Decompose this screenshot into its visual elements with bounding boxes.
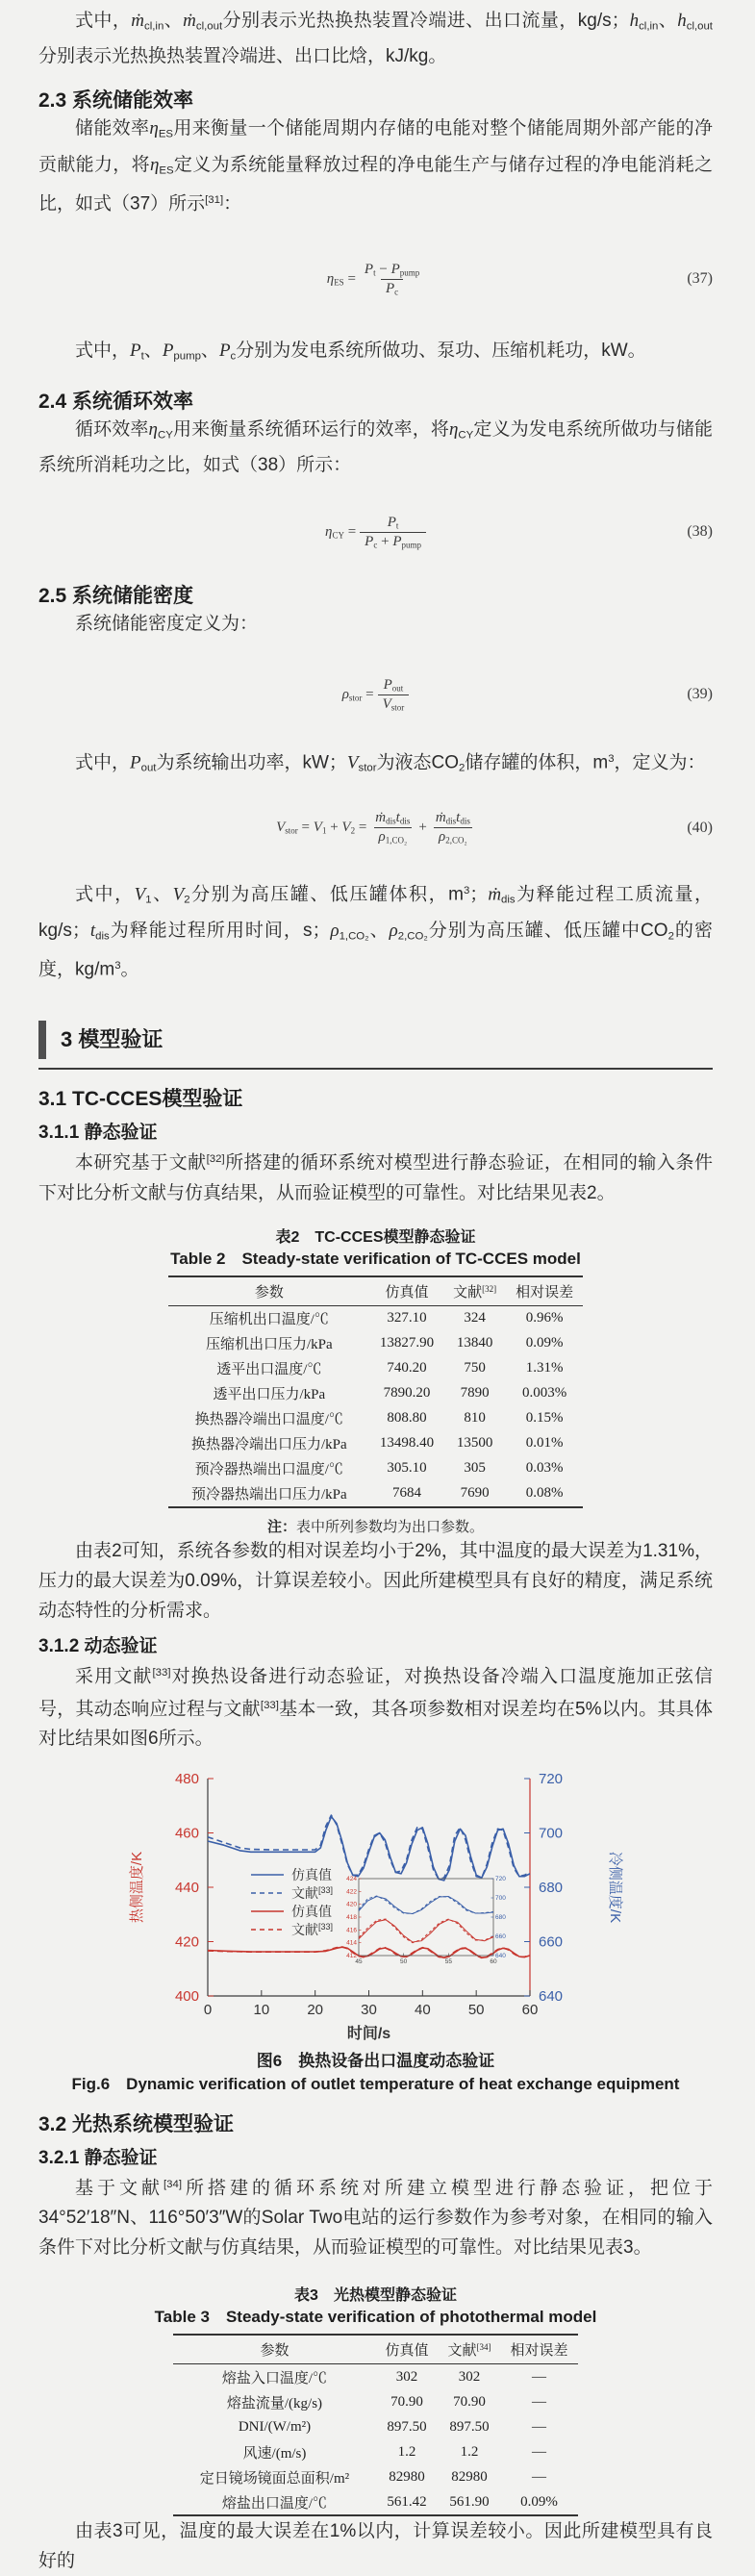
svg-text:700: 700: [538, 1825, 563, 1842]
heading-3: 3 模型验证: [61, 1027, 164, 1052]
svg-text:420: 420: [345, 1901, 357, 1908]
table-cell: —: [532, 2443, 546, 2460]
legend-label: 仿真值: [290, 1867, 332, 1883]
table-2: [168, 1275, 583, 1508]
formula-text: $\eta_{ES}$ =: [326, 270, 356, 288]
table-cell: 897.50: [387, 2418, 427, 2435]
svg-text:640: 640: [538, 1988, 563, 2006]
table-row: [173, 2364, 577, 2390]
table-cell: 305.10: [387, 1460, 427, 1477]
svg-text:416: 416: [345, 1927, 357, 1934]
table-3: [173, 2334, 577, 2516]
x-axis-label: 时间/s: [346, 2026, 390, 2043]
table-cell: 1.31%: [525, 1360, 564, 1376]
table-row: [173, 2414, 577, 2439]
equation-40-number: (40): [687, 819, 713, 836]
table-cell: 熔盐流量/(kg/s): [226, 2395, 323, 2412]
svg-text:40: 40: [414, 2002, 431, 2019]
table-cell: 13840: [456, 1335, 493, 1351]
column-header: 仿真值: [375, 2335, 438, 2364]
fraction: $\frac{P_{out}}{V_{stor}}$: [378, 677, 410, 714]
table-row: [168, 1406, 583, 1431]
table-cell: 0.003%: [522, 1385, 567, 1402]
column-header: 文献[34]: [438, 2335, 500, 2364]
table-row: [168, 1481, 583, 1507]
section-3-banner: [38, 1021, 713, 1070]
table-cell: 0.01%: [525, 1435, 564, 1452]
table-cell: 换热器冷端出口压力/kPa: [191, 1437, 347, 1453]
column-header: 相对误差: [506, 1276, 583, 1306]
formula-text: $\rho_{stor}$ =: [341, 686, 374, 703]
svg-text:60: 60: [489, 1958, 497, 1966]
table-cell: 82980: [389, 2468, 425, 2485]
table-cell: 327.10: [387, 1310, 427, 1326]
table-cell: 740.20: [387, 1360, 427, 1376]
table-cell: 750: [464, 1360, 486, 1376]
svg-text:20: 20: [306, 2002, 323, 2019]
fraction: $\frac{P_t}{P_c + P_{pump}}$: [360, 515, 426, 551]
table-cell: 13498.40: [379, 1435, 435, 1452]
svg-text:680: 680: [538, 1880, 563, 1897]
equation-39-number: (39): [687, 686, 713, 703]
svg-text:700: 700: [494, 1895, 506, 1903]
svg-text:660: 660: [494, 1933, 506, 1941]
table-cell: 810: [464, 1410, 486, 1427]
svg-text:424: 424: [345, 1876, 357, 1883]
inset-series-hot-side-reference: [359, 1919, 493, 1943]
table-cell: 风速/(m/s): [242, 2445, 307, 2462]
table-2-note: [38, 1516, 713, 1536]
table-cell: 561.42: [387, 2493, 427, 2510]
table-row: [168, 1331, 583, 1356]
table-cell: 13500: [456, 1435, 493, 1452]
table-cell: 7890.20: [383, 1385, 431, 1402]
column-header: 参数: [168, 1276, 370, 1306]
svg-text:45: 45: [354, 1958, 363, 1966]
table-cell: 7684: [391, 1485, 421, 1502]
table-3-caption-en: Table 3 Steady-state verification of photothermal model: [154, 2308, 597, 2327]
paragraph-3-2-1: 基于文献[34]所搭建的循环系统对所建立模型进行静态验证，把位于34°52′18″N、116°50′3″W的Solar Two电站的运行参数作为参考对象，在相同的输入条件下对比分析文献与仿真结果，从而验证模型的可靠性。对比结果见表3。: [38, 2178, 713, 2259]
legend-label: 文献[33]: [290, 1885, 333, 1902]
table-cell: 熔盐入口温度/℃: [221, 2370, 328, 2387]
table-cell: 302: [458, 2368, 481, 2385]
column-header: 参数: [173, 2335, 375, 2364]
table-cell: 82980: [451, 2468, 488, 2485]
series-cold-side-simulation: [208, 1817, 530, 1881]
table-cell: 0.08%: [525, 1485, 564, 1502]
table-cell: 换热器冷端出口温度/℃: [194, 1412, 343, 1428]
paragraph-2-5: 系统储能密度定义为：: [75, 614, 259, 635]
heading-2-5: 2.5 系统储能密度: [38, 585, 194, 608]
svg-text:414: 414: [345, 1939, 357, 1947]
column-header: 仿真值: [370, 1276, 443, 1306]
table-row: [168, 1305, 583, 1331]
heading-2-3: 2.3 系统储能效率: [38, 89, 194, 113]
equation-38: [38, 509, 713, 555]
inset-series-hot-side-simulation: [359, 1920, 493, 1942]
fraction: $\frac{ṁ_{dis}t_{dis}}{\rho_{2,CO_2}}$: [435, 810, 470, 846]
table-cell: 897.50: [449, 2418, 490, 2435]
table-cell: 定日镜场镜面总面积/m²: [199, 2470, 350, 2487]
fraction: $\frac{ṁ_{dis}t_{dis}}{\rho_{1,CO_2}}$: [375, 810, 411, 846]
table-cell: 13827.90: [379, 1335, 435, 1351]
paragraph-2-3: 储能效率$\eta_{ES}$用来衡量一个储能周期内存储的电能对整个储能周期外部产能的净贡献能力，将$\eta_{ES}$定义为系统能量释放过程的净电能生产与储存过程的净电能消耗之比，如式（37）所示[31]：: [38, 118, 713, 215]
right-axis-label: 冷侧温度/K: [606, 1852, 623, 1924]
equation-40-body: [274, 810, 477, 846]
table-cell: 7890: [460, 1385, 490, 1402]
table-row: [173, 2439, 577, 2464]
equation-37-number: (37): [687, 270, 713, 288]
equation-37-body: [325, 262, 427, 298]
table-cell: 压缩机出口压力/kPa: [206, 1337, 333, 1353]
section-accent-bar: [38, 1021, 46, 1059]
table-row: [168, 1456, 583, 1481]
table-2-caption-cn: 表2 TC-CCES模型静态验证: [275, 1228, 476, 1246]
svg-text:420: 420: [174, 1933, 199, 1951]
table-row: [173, 2489, 577, 2515]
heading-3-1-1: 3.1.1 静态验证: [38, 1123, 158, 1144]
svg-text:30: 30: [360, 2002, 377, 2019]
formula-text: $\eta_{CY}$ =: [324, 523, 357, 541]
svg-text:460: 460: [174, 1825, 199, 1842]
table-cell: 1.2: [397, 2443, 416, 2460]
fraction: $\frac{P_t - P_{pump}}{P_c}$: [364, 261, 420, 297]
heading-3-2: 3.2 光热系统模型验证: [38, 2113, 235, 2136]
table-cell: —: [532, 2393, 546, 2410]
table-cell: DNI/(W/m²): [238, 2418, 312, 2435]
equation-38-number: (38): [687, 523, 713, 541]
column-header: 相对误差: [501, 2335, 578, 2364]
table-cell: —: [532, 2368, 546, 2385]
paragraph-after-eq40: 式中，$V_1$、$V_2$分别为高压罐、低压罐体积，$m^3$；ṁ$_{dis}$为释能过程工质流量，kg/s；$t_{dis}$为释能过程所用时间，s；$\rho_{1,CO_2}$、$\rho_{2,CO_2}$分别为高压罐、低压罐中$CO_2$的密度，$kg/m^3$。: [38, 884, 713, 980]
figure-6-caption-cn: 图6 换热设备出口温度动态验证: [256, 2052, 495, 2071]
paragraph-3-1-1: 本研究基于文献[32]所搭建的循环系统对模型进行静态验证，在相同的输入条件下对比分析文献与仿真结果，从而验证模型的可靠性。对比结果见表2。: [38, 1152, 713, 1203]
paragraph-after-eq39: 式中，$P_{out}$为系统输出功率，kW；$V_{stor}$为液态$CO_2$储存罐的体积，$m^3$，定义为：: [75, 752, 706, 774]
series-cold-side-reference: [208, 1815, 530, 1879]
equation-39-body: [340, 677, 412, 714]
svg-text:640: 640: [494, 1953, 506, 1960]
svg-text:440: 440: [174, 1880, 199, 1897]
table-cell: —: [532, 2468, 546, 2485]
figure-6-caption-en: Fig.6 Dynamic verification of outlet temperature of heat exchange equipment: [71, 2075, 680, 2094]
paragraph-3-1-2: 采用文献[33]对换热设备进行动态验证，对换热设备冷端入口温度施加正弦信号，其动态响应过程与文献[33]基本一致，其各项参数相对误差均在5%以内。其具体对比结果如图6所示。: [38, 1665, 713, 1750]
table-cell: 324: [464, 1310, 486, 1326]
svg-text:720: 720: [494, 1876, 506, 1883]
paragraph-2-4: 循环效率$\eta_{CY}$用来衡量系统循环运行的效率，将$\eta_{CY}$定义为发电系统所做功与储能系统所消耗功之比，如式（38）所示：: [38, 418, 713, 476]
equation-40: [38, 803, 713, 853]
table-row: [168, 1381, 583, 1406]
series-lines: [208, 1815, 530, 1960]
axes: [128, 1771, 624, 2042]
table-row: [173, 2464, 577, 2489]
table-cell: 压缩机出口温度/℃: [209, 1312, 329, 1328]
table-cell: 305: [464, 1460, 486, 1477]
heading-3-2-1: 3.2.1 静态验证: [38, 2148, 158, 2169]
table-3-caption-cn: 表3 光热模型静态验证: [294, 2287, 457, 2305]
table-cell: 预冷器热端出口压力/kPa: [191, 1487, 347, 1503]
svg-text:0: 0: [203, 2002, 212, 2019]
svg-text:422: 422: [345, 1888, 357, 1896]
formula-text: $V_{stor} = V_1 + V_2$ =: [276, 820, 367, 837]
table-cell: —: [532, 2418, 546, 2435]
paragraph-final: 由表3可见，温度的最大误差在1%以内，计算误差较小。因此所建模型具有良好的: [38, 2521, 713, 2572]
paragraph-after-eq37: 式中，$P_t$、$P_{pump}$、$P_c$分别为发电系统所做功、泵功、压缩机耗功，kW。: [75, 341, 646, 363]
table-cell: 0.96%: [525, 1310, 564, 1326]
table-2-note-text: 表中所列参数均为出口参数。: [296, 1518, 485, 1535]
heading-2-4: 2.4 系统循环效率: [38, 390, 194, 413]
table-cell: 0.09%: [520, 2493, 558, 2510]
left-axis-label: 热侧温度/K: [128, 1852, 145, 1924]
column-header: 文献[32]: [443, 1276, 506, 1306]
table-cell: 预冷器热端出口温度/℃: [194, 1462, 343, 1478]
svg-text:418: 418: [345, 1914, 357, 1922]
table-cell: 70.90: [453, 2393, 486, 2410]
svg-text:50: 50: [399, 1958, 407, 1966]
formula-text: +: [418, 820, 427, 836]
svg-text:50: 50: [467, 2002, 485, 2019]
paragraph-intro: 式中，ṁ$_{cl,in}$、ṁ$_{cl,out}$分别表示光热换热装置冷端进、出口流量，kg/s；$h_{cl,in}$、$h_{cl,out}$分别表示光热换热装置冷端进、出口比焓，kJ/kg。: [38, 11, 713, 67]
table-cell: 熔盐出口温度/℃: [221, 2495, 328, 2512]
table-cell: 0.09%: [525, 1335, 564, 1351]
equation-37: [38, 257, 713, 301]
table-cell: 561.90: [449, 2493, 490, 2510]
svg-text:720: 720: [538, 1771, 563, 1788]
equation-38-body: [323, 515, 428, 551]
table-row: [173, 2389, 577, 2414]
table-2-note-label: 注：: [266, 1518, 296, 1535]
svg-text:55: 55: [444, 1958, 452, 1966]
heading-3-1-2: 3.1.2 动态验证: [38, 1635, 158, 1656]
figure-6-chart: [116, 1765, 636, 2044]
table-header-row: [173, 2335, 577, 2364]
svg-text:660: 660: [538, 1933, 563, 1951]
table-cell: 透平出口压力/kPa: [213, 1387, 326, 1403]
table-2-caption-en: Table 2 Steady-state verification of TC-CCES model: [170, 1249, 581, 1268]
table-row: [168, 1431, 583, 1456]
svg-text:480: 480: [174, 1771, 199, 1788]
heading-3-1: 3.1 TC-CCES模型验证: [38, 1088, 243, 1111]
legend: [251, 1867, 333, 1937]
legend-label: 文献[33]: [290, 1922, 333, 1938]
legend-label: 仿真值: [290, 1904, 332, 1920]
table-header-row: [168, 1276, 583, 1306]
svg-text:10: 10: [252, 2002, 269, 2019]
table-cell: 302: [395, 2368, 418, 2385]
svg-text:680: 680: [494, 1914, 506, 1922]
figure-6: [38, 1765, 713, 2049]
svg-text:412: 412: [345, 1953, 357, 1960]
table-cell: 透平出口温度/℃: [216, 1362, 322, 1378]
inset-series-cold-side-reference: [359, 1896, 493, 1914]
table-cell: 0.15%: [525, 1410, 564, 1427]
table-cell: 7690: [460, 1485, 490, 1502]
table-cell: 0.03%: [525, 1460, 564, 1477]
inset-chart: [346, 1876, 506, 1965]
svg-text:60: 60: [521, 2002, 538, 2019]
paragraph-after-table2: 由表2可知，系统各参数的相对误差均小于2%，其中温度的最大误差为1.31%，压力的最大误差为0.09%，计算误差较小。因此所建模型具有良好的精度，满足系统动态特性的分析需求。: [38, 1540, 713, 1621]
svg-text:400: 400: [174, 1988, 199, 2006]
table-cell: 70.90: [390, 2393, 423, 2410]
equation-39: [38, 671, 713, 718]
table-cell: 1.2: [460, 2443, 479, 2460]
table-cell: 808.80: [387, 1410, 427, 1427]
table-row: [168, 1356, 583, 1381]
